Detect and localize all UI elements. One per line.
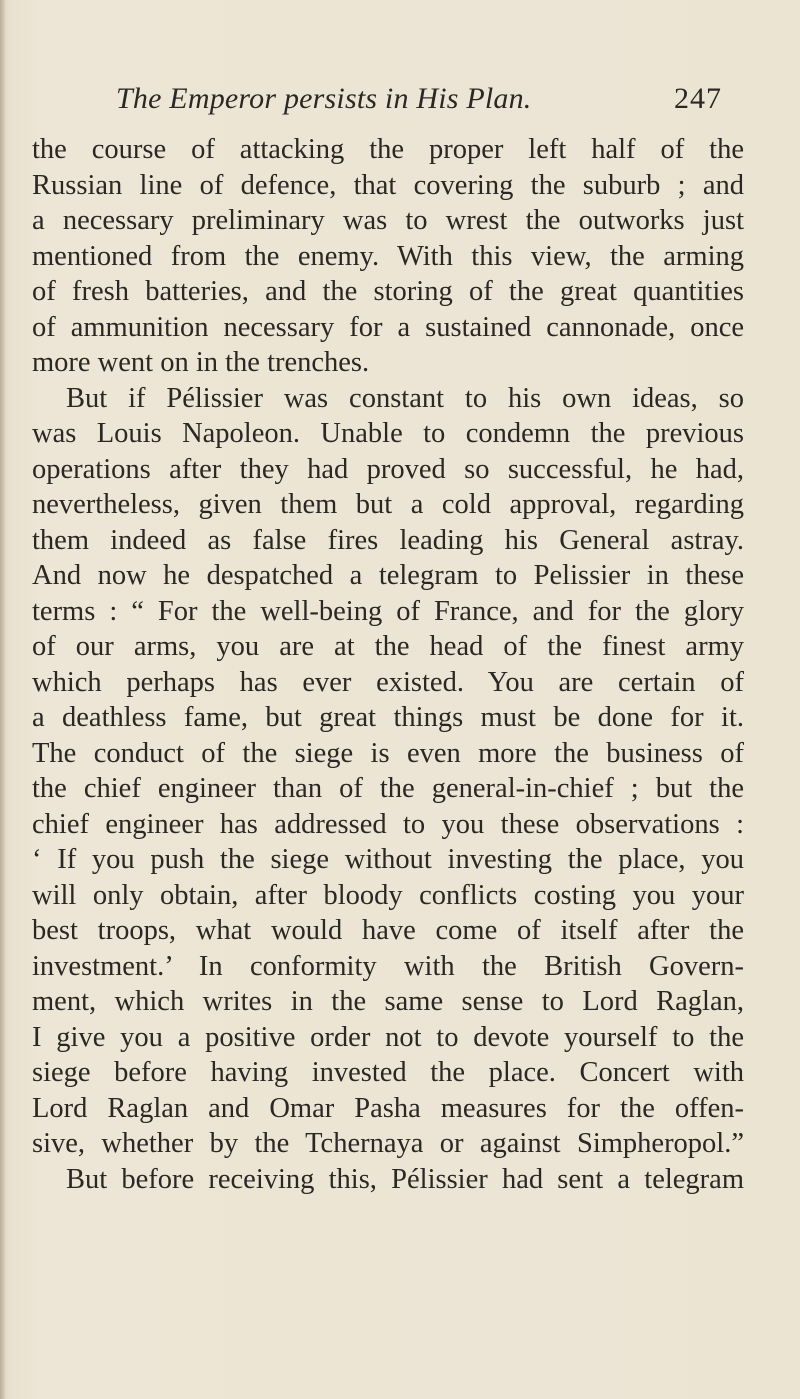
text-line: of our arms, you are at the head of the finest army [32, 631, 744, 662]
page-number: 247 [674, 82, 722, 115]
text-line: operations after they had proved so successful, he had, [32, 453, 744, 485]
text-line: siege before having invested the place. Concert with [32, 1057, 744, 1088]
text-line: The conduct of the siege is even more the business of [32, 737, 744, 769]
text-line: chief engineer has addressed to you these observations : [32, 808, 744, 840]
text-line: will only obtain, after bloody conflicts costing you your [32, 879, 744, 911]
body-text [32, 132, 744, 1197]
text-line: ‘ If you push the siege without investing the place, you [32, 844, 744, 875]
text-line: investment.’ In conformity with the British Govern- [32, 950, 744, 982]
text-line: more went on in the trenches. [32, 347, 370, 378]
text-line: But if Pélissier was constant to his own ideas, so [66, 382, 744, 414]
text-line: terms : “ For the well-being of France, and for the glory [32, 595, 744, 627]
running-head [116, 82, 722, 122]
text-line: the chief engineer than of the general-in-chief ; but the [32, 773, 744, 804]
text-line: a necessary preliminary was to wrest the outworks just [32, 205, 744, 236]
text-line: nevertheless, given them but a cold approval, regarding [32, 489, 744, 520]
text-line: which perhaps has ever existed. You are certain of [32, 666, 744, 698]
text-line: And now he despatched a telegram to Pelissier in these [32, 560, 744, 591]
text-line: ment, which writes in the same sense to Lord Raglan, [32, 986, 744, 1017]
text-line: Russian line of defence, that covering the suburb ; and [32, 169, 744, 201]
text-line: best troops, what would have come of itself after the [32, 915, 744, 946]
text-line: But before receiving this, Pélissier had sent a telegram [66, 1163, 744, 1195]
text-line: Lord Raglan and Omar Pasha measures for the offen- [32, 1092, 744, 1124]
text-line: the course of attacking the proper left half of the [32, 134, 744, 165]
text-line: was Louis Napoleon. Unable to condemn the previous [32, 418, 744, 449]
text-line: mentioned from the enemy. With this view, the arming [32, 240, 744, 272]
running-title: The Emperor persists in His Plan. [116, 82, 532, 115]
text-line: them indeed as false fires leading his General astray. [32, 524, 744, 556]
text-line: a deathless fame, but great things must be done for it. [32, 702, 744, 733]
text-line: sive, whether by the Tchernaya or against Simpheropol.” [32, 1128, 744, 1159]
text-line: I give you a positive order not to devote yourself to the [32, 1021, 744, 1053]
page-spine-shadow [0, 0, 6, 1399]
text-line: of ammunition necessary for a sustained cannonade, once [32, 311, 744, 343]
text-line: of fresh batteries, and the storing of the great quantities [32, 276, 744, 307]
